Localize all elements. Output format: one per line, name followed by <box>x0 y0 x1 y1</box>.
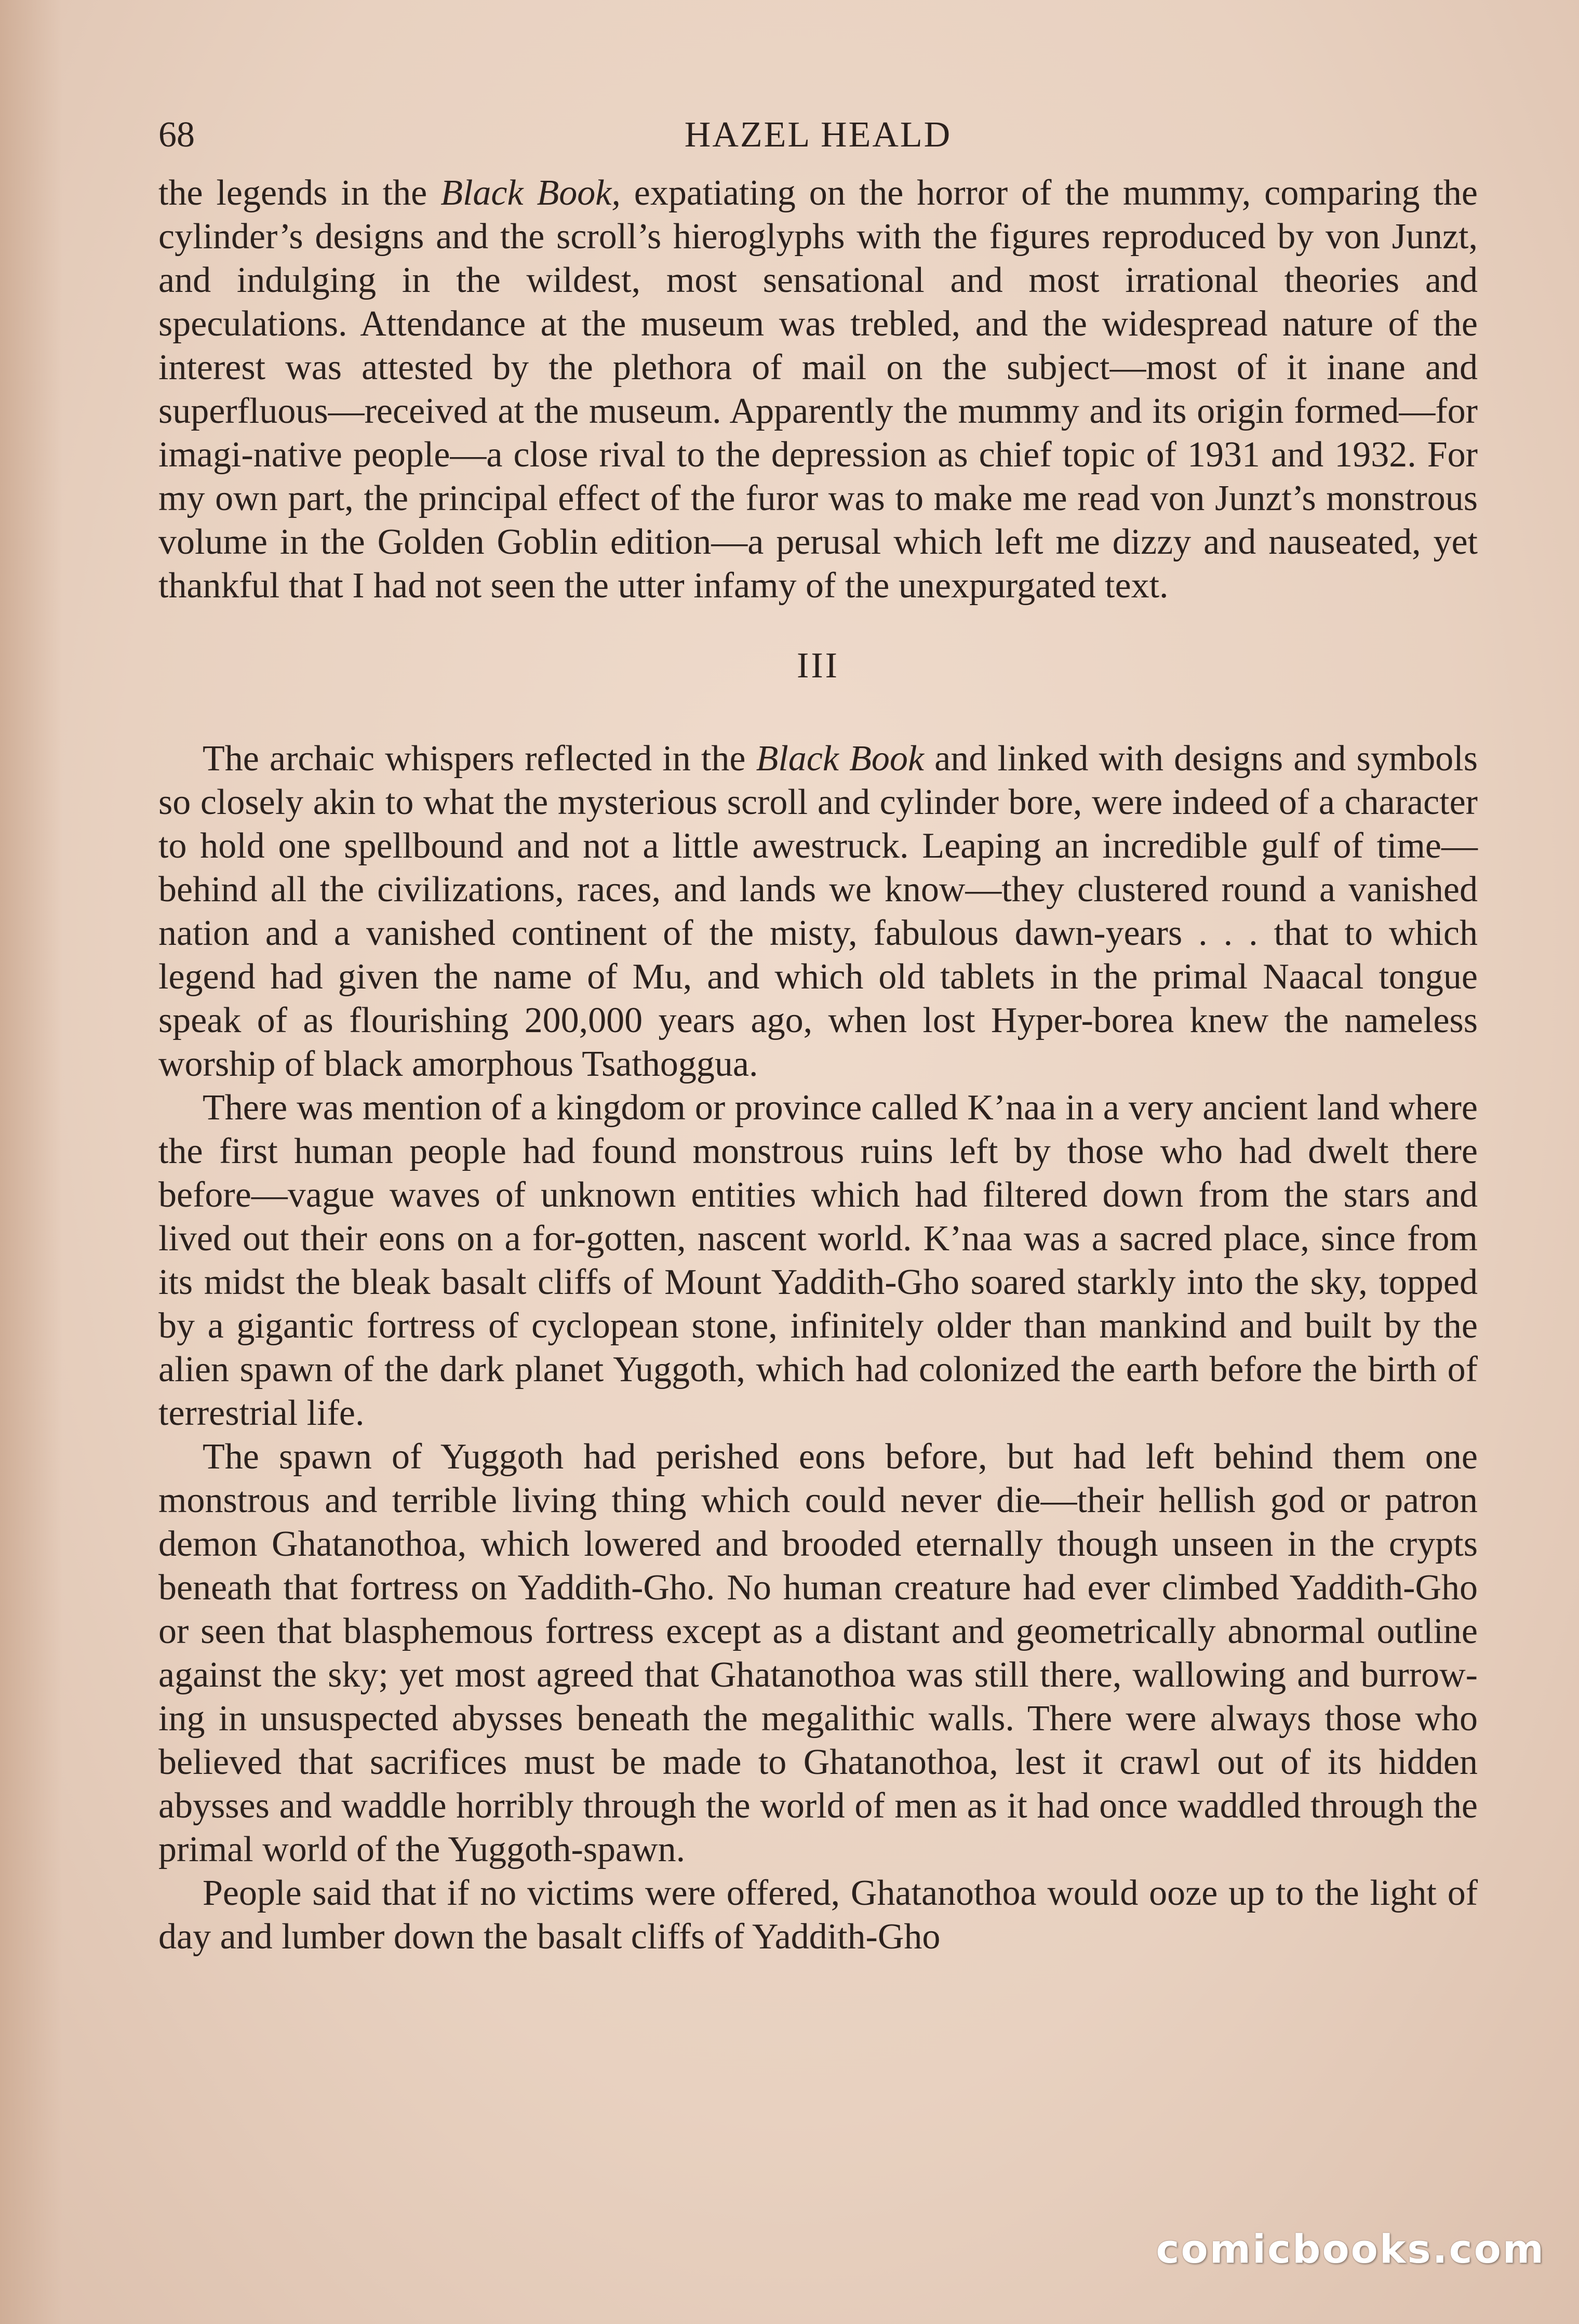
book-title-italic: Black Book, <box>440 173 621 213</box>
paragraph-text: The spawn of Yuggoth had perished eons before, but had left behind them one monstrous and terrible living thing which could never die—their hellish god or patron demon Ghatanothoa, which lowered and brooded eternally though unseen in the crypts beneath that fortress on Yaddith-Gho. No human creature had ever climbed Yaddith-Gho or seen that blasphemous fortress except as a distant and geometrically abnormal outline against the sky; yet most agreed that Ghatanothoa was still there, wallowing and burrow-ing in unsuspected abysses beneath the megalithic walls. There were always those who believed that sacrifices must be made to Ghatanothoa, lest it crawl out of its hidden abysses and waddle horribly through the world of men as it had once waddled through the primal world of the Yuggoth-spawn. <box>158 1437 1478 1869</box>
paragraph-text: and linked with designs and symbols so closely akin to what the mysterious scroll and cylinder bore, were indeed of a character to hold one spellbound and not a little awestruck. Leaping an incredible gulf of time—behind all the civilizations, races, and lands we know—they clustered round a vanished nation and a vanished continent of the misty, fabulous dawn-years . . . that to which legend had given the name of Mu, and which old tablets in the primal Naacal tongue speak of as flourishing 200,000 years ago, when lost Hyper-borea knew the nameless worship of black amorphous Tsathoggua. <box>158 739 1478 1084</box>
book-title-italic: Black Book <box>756 739 924 779</box>
body-text <box>158 171 1478 1959</box>
paragraph-text: There was mention of a kingdom or province called K’naa in a very ancient land where the first human people had found monstrous ruins left by those who had dwelt there before—vague waves of unknown entities which had filtered down from the stars and lived out their eons on a for-gotten, nascent world. K’naa was a sacred place, since from its midst the bleak basalt cliffs of Mount Yaddith-Gho soared starkly into the sky, topped by a gigantic fortress of cyclopean stone, infinitely older than mankind and built by the alien spawn of the dark planet Yuggoth, which had colonized the earth before the birth of terrestrial life. <box>158 1088 1478 1433</box>
paragraph <box>158 171 1478 608</box>
paragraph-text: The archaic whispers reflected in the <box>203 739 756 779</box>
paragraph-text: expatiating on the horror of the mummy, comparing the cylinder’s designs and the scroll’s hieroglyphs with the figures reproduced by von Junzt, and indulging in the wildest, most sensational and most irrational theories and speculations. Attendance at the museum was trebled, and the widespread nature of the interest was attested by the plethora of mail on the subject—most of it inane and superfluous—received at the museum. Apparently the mummy and its origin formed—for imagi-native people—a close rival to the depression as chief topic of 1931 and 1932. For my own part, the principal effect of the furor was to make me read von Junzt’s monstrous volume in the Golden Goblin edition—a perusal which left me dizzy and nauseated, yet thankful that I had not seen the utter infamy of the unexpurgated text. <box>158 173 1478 606</box>
paragraph <box>158 1435 1478 1872</box>
page-edge-shadow <box>0 0 62 2324</box>
section-heading: III <box>797 646 839 686</box>
watermark: comicbooks.com <box>1156 2226 1545 2272</box>
paragraph-text: the legends in the <box>158 173 441 213</box>
page-header <box>158 112 1478 158</box>
paragraph-text: People said that if no victims were offered, Ghatanothoa would ooze up to the light of day and lumber down the basalt cliffs of Yaddith-Gho <box>158 1873 1478 1957</box>
paragraph <box>158 737 1478 1086</box>
paragraph <box>158 1872 1478 1959</box>
paragraph <box>158 1086 1478 1435</box>
page-number: 68 <box>158 115 195 155</box>
running-head: HAZEL HEALD <box>684 115 952 155</box>
